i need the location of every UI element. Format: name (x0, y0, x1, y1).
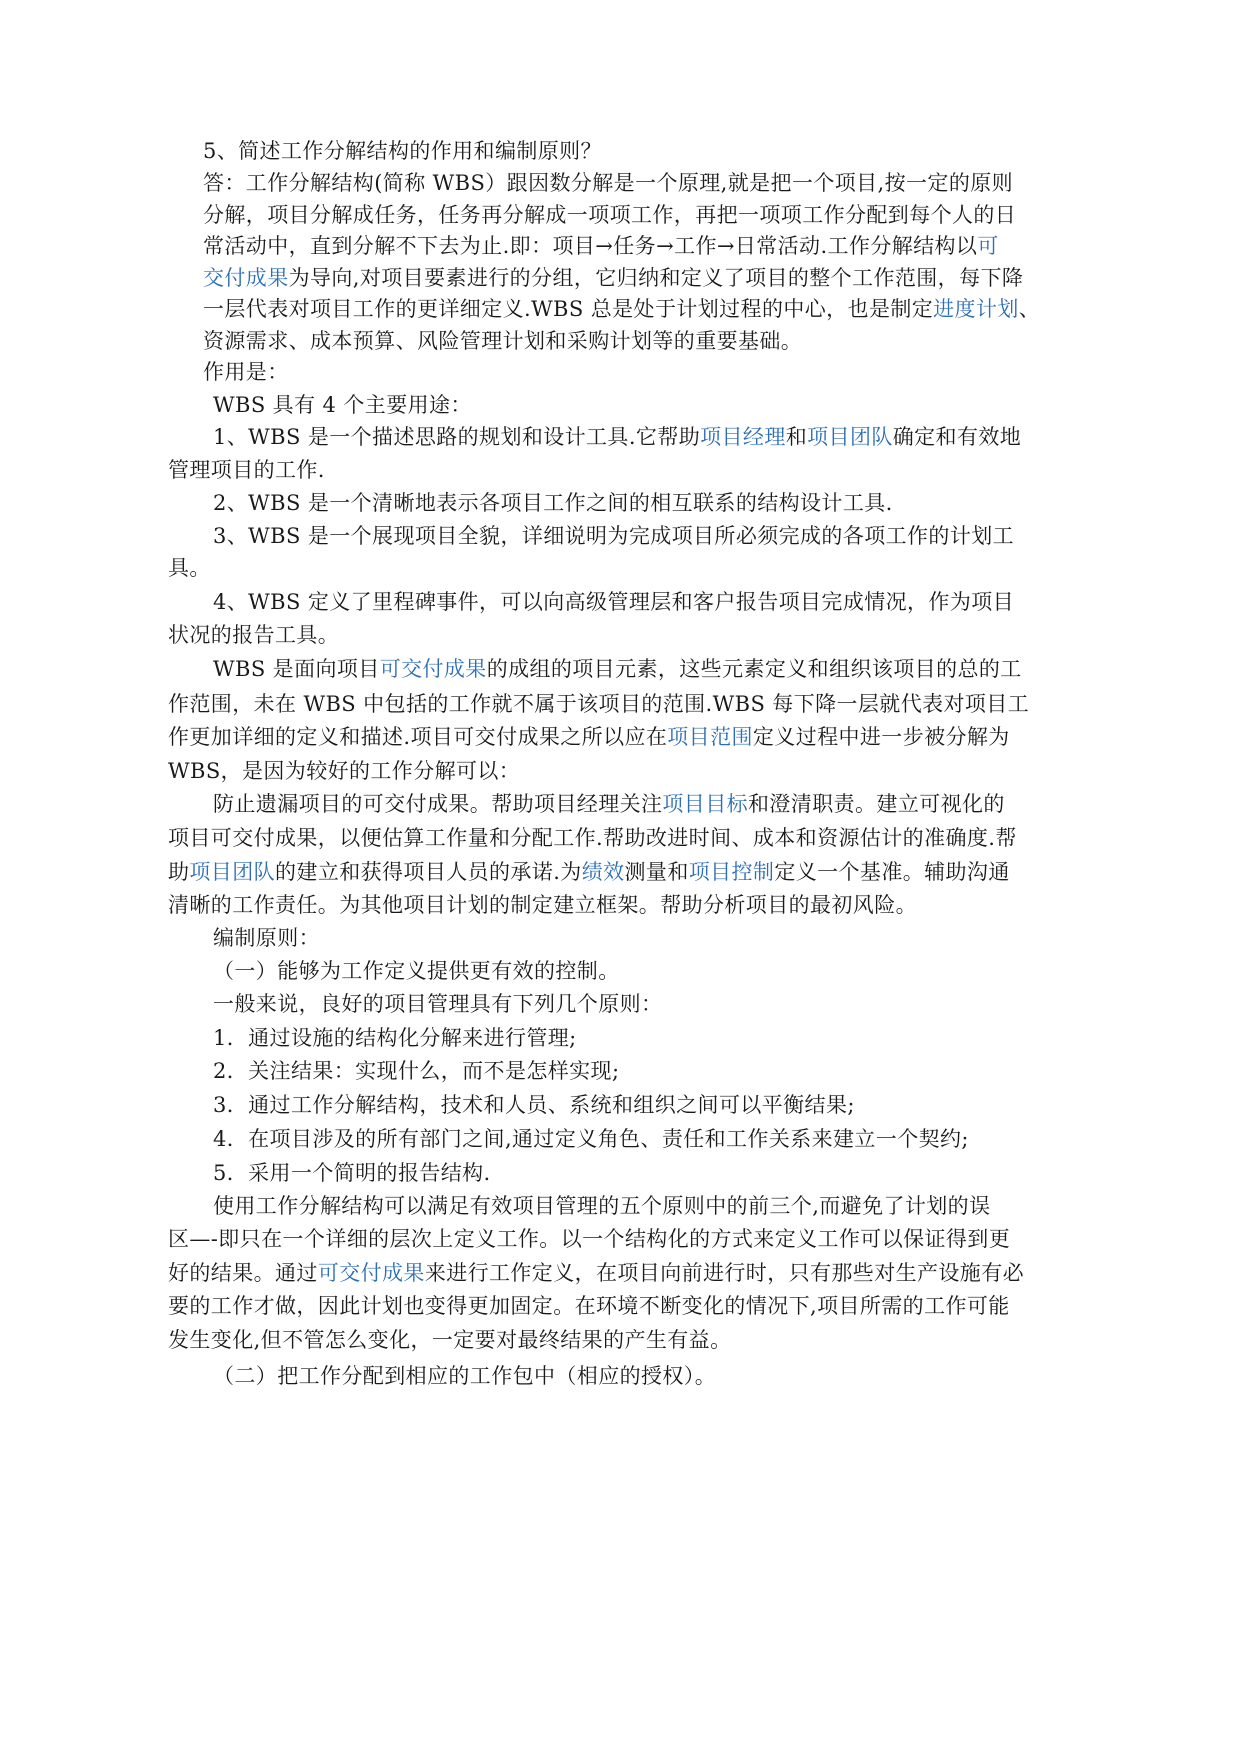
body-line (168, 1291, 1010, 1321)
text-run: 测量和 (624, 860, 689, 884)
hyperlink[interactable]: 项目经理 (700, 425, 786, 449)
text-run: WBS 是面向项目 (213, 657, 380, 681)
text-run: 好的结果。通过 (168, 1261, 318, 1285)
question-heading: 5、简述工作分解结构的作用和编制原则？ (203, 139, 602, 163)
text-run: 来进行工作定义，在项目向前进行时，只有那些对生产设施有必 (424, 1261, 1025, 1285)
hyperlink[interactable]: 可交付成果 (379, 657, 487, 681)
hyperlink[interactable]: 项目团队 (807, 425, 893, 449)
text-run: 清晰的工作责任。为其他项目计划的制定建立框架。帮助分析项目的最初风险。 (168, 893, 917, 917)
body-line (213, 923, 320, 953)
answer-line (203, 231, 999, 261)
body-line (213, 422, 1021, 452)
text-run: WBS 具有 4 个主要用途： (213, 393, 472, 417)
text-run: 作用是： (203, 360, 289, 384)
body-line (168, 689, 1029, 719)
body-line (213, 587, 1014, 617)
body-line (213, 488, 893, 518)
text-run: 状况的报告工具。 (168, 623, 340, 647)
text-run: 、 (1018, 297, 1041, 321)
answer-line (203, 263, 1023, 293)
body-line (213, 989, 662, 1019)
text-run: 管理项目的工作. (168, 458, 325, 482)
text-run: 1．通过设施的结构化分解来进行管理; (213, 1026, 577, 1050)
hyperlink[interactable]: 进度计划 (933, 297, 1019, 321)
body-line (213, 789, 1005, 819)
body-line (213, 390, 472, 420)
hyperlink[interactable]: 交付成果 (203, 266, 289, 290)
text-run: 1、WBS 是一个描述思路的规划和设计工具.它帮助 (213, 425, 701, 449)
text-run: 一般来说，良好的项目管理具有下列几个原则： (213, 992, 663, 1016)
body-line (168, 1325, 731, 1355)
body-line (168, 890, 917, 920)
hyperlink[interactable]: 绩效 (581, 860, 625, 884)
hyperlink[interactable]: 项目团队 (189, 860, 276, 884)
text-run: 答：工作分解结构(简称 WBS）跟因数分解是一个原理,就是把一个项目,按一定的原则 (203, 171, 1014, 195)
hyperlink[interactable]: 项目范围 (667, 725, 753, 749)
body-line (213, 1023, 577, 1053)
text-run: 2．关注结果：实现什么，而不是怎样实现; (213, 1059, 620, 1083)
text-run: 为导向,对项目要素进行的分组，它归纳和定义了项目的整个工作范围，每下降 (288, 266, 1024, 290)
answer-line (203, 294, 1040, 324)
text-run: 2、WBS 是一个清晰地表示各项目工作之间的相互联系的结构设计工具. (213, 491, 893, 515)
body-line (213, 521, 1014, 551)
body-line (213, 1124, 969, 1154)
answer-line (203, 326, 802, 356)
body-line (213, 1090, 855, 1120)
text-run: 防止遗漏项目的可交付成果。帮助项目经理关注 (213, 792, 663, 816)
text-run: 的成组的项目元素，这些元素定义和组织该项目的总的工 (486, 657, 1022, 681)
text-run: 分解，项目分解成任务，任务再分解成一项项工作，再把一项项工作分配到每个人的日 (203, 203, 1017, 227)
body-line (168, 620, 339, 650)
hyperlink[interactable]: 项目控制 (688, 860, 775, 884)
text-run: 4．在项目涉及的所有部门之间,通过定义角色、责任和工作关系来建立一个契约; (213, 1127, 969, 1151)
body-line (213, 654, 1022, 684)
body-line (168, 553, 211, 583)
text-run: 发生变化,但不管怎么变化，一定要对最终结果的产生有益。 (168, 1328, 732, 1352)
body-line (213, 1191, 990, 1221)
text-run: 常活动中，直到分解不下去为止.即：项目→任务→工作→日常活动.工作分解结构以 (203, 234, 978, 258)
answer-line (203, 168, 1013, 198)
text-run: （二）把工作分配到相应的工作包中（相应的授权）。 (213, 1364, 717, 1388)
text-run: 3．通过工作分解结构，技术和人员、系统和组织之间可以平衡结果; (213, 1093, 855, 1117)
text-run: 助 (168, 860, 190, 884)
answer-line (203, 357, 289, 387)
body-line (168, 455, 325, 485)
text-run: 编制原则： (213, 926, 320, 950)
text-run: 确定和有效地 (892, 425, 1022, 449)
text-run: 定义过程中进一步被分解为 (752, 725, 1010, 749)
text-run: 4、WBS 定义了里程碑事件，可以向高级管理层和客户报告项目完成情况，作为项目 (213, 590, 1015, 614)
body-line (168, 823, 1017, 853)
text-run: 区—-即只在一个详细的层次上定义工作。以一个结构化的方式来定义工作可以保证得到更 (168, 1227, 1011, 1251)
text-run: 使用工作分解结构可以满足有效项目管理的五个原则中的前三个,而避免了计划的误 (213, 1194, 991, 1218)
text-run: 3、WBS 是一个展现项目全貌，详细说明为完成项目所必须完成的各项工作的计划工 (213, 524, 1015, 548)
hyperlink[interactable]: 可 (977, 234, 999, 258)
body-line (213, 1056, 619, 1086)
body-line (168, 722, 1010, 752)
text-run: 的建立和获得项目人员的承诺.为 (275, 860, 582, 884)
body-line (168, 1224, 1010, 1254)
text-run: WBS，是因为较好的工作分解可以： (168, 759, 521, 783)
body-line (168, 756, 520, 786)
text-run: 具。 (168, 556, 211, 580)
body-line (213, 1361, 716, 1391)
text-run: 5．采用一个简明的报告结构. (213, 1161, 491, 1185)
text-run: 和 (785, 425, 808, 449)
body-line (168, 857, 1010, 887)
body-line (168, 1258, 1024, 1288)
text-run: 资源需求、成本预算、风险管理计划和采购计划等的重要基础。 (203, 329, 803, 353)
hyperlink[interactable]: 可交付成果 (317, 1261, 425, 1285)
text-run: 项目可交付成果，以便估算工作量和分配工作.帮助改进时间、成本和资源估计的准确度.帮 (168, 826, 1017, 850)
text-run: 作更加详细的定义和描述.项目可交付成果之所以应在 (168, 725, 668, 749)
body-line (213, 1158, 491, 1188)
text-run: 定义一个基准。辅助沟通 (774, 860, 1010, 884)
text-run: 和澄清职责。建立可视化的 (748, 792, 1005, 816)
text-run: 一层代表对项目工作的更详细定义.WBS 总是处于计划过程的中心，也是制定 (203, 297, 934, 321)
answer-line (203, 200, 1016, 230)
hyperlink[interactable]: 项目目标 (662, 792, 749, 816)
text-run: （一）能够为工作定义提供更有效的控制。 (213, 959, 620, 983)
text-run: 要的工作才做，因此计划也变得更加固定。在环境不断变化的情况下,项目所需的工作可能 (168, 1294, 1010, 1318)
text-run: 作范围，未在 WBS 中包括的工作就不属于该项目的范围.WBS 每下降一层就代表对项目工 (168, 692, 1030, 716)
body-line (213, 956, 620, 986)
